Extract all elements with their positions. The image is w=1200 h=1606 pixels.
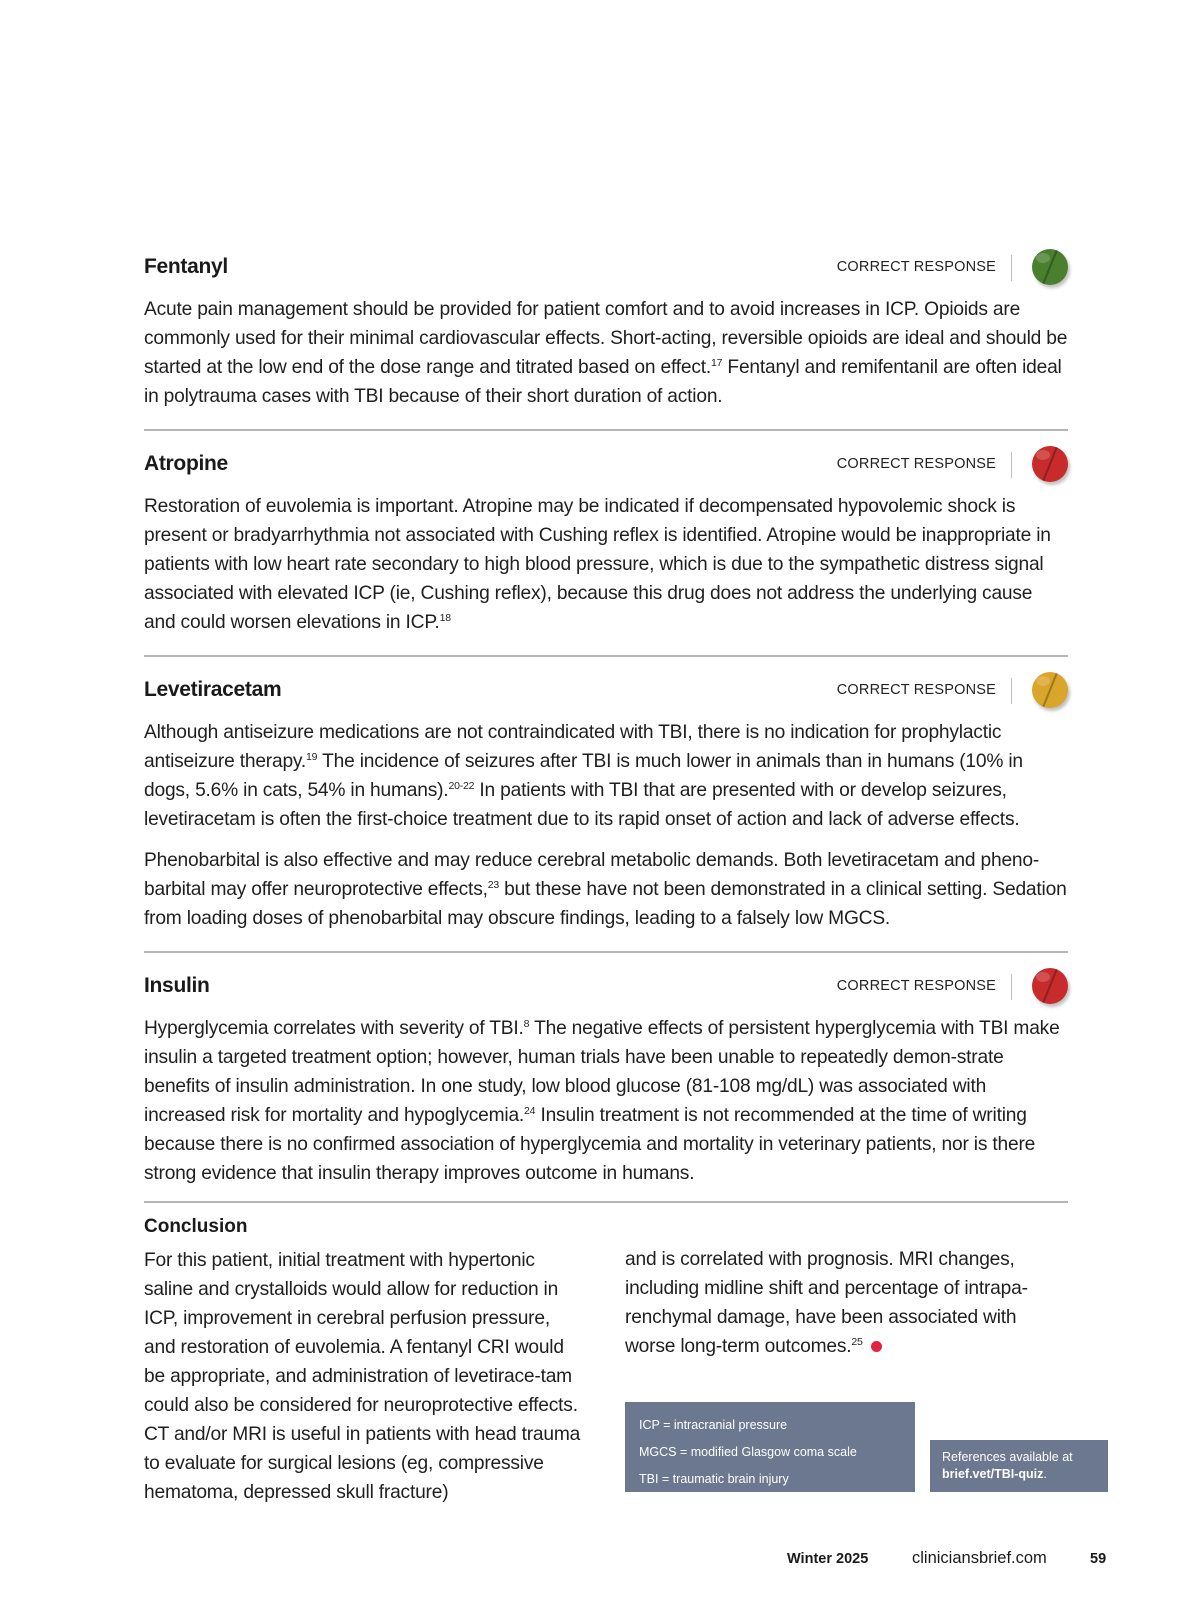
abbreviations-box [625, 1402, 915, 1492]
abbreviation-item: ICP = intracranial pressure [639, 1418, 788, 1432]
paragraph-text: The incidence of seizures after TBI is much lower in animals than in humans (10% in dogs, 5.6% in cats, 54% in humans). [144, 751, 1023, 801]
citation: 25 [851, 1336, 863, 1348]
red-pill-icon [1032, 968, 1068, 1004]
paragraph-text: Fentanyl and remifentanil are often ideal in polytrauma cases with TBI because of their short duration of action. [144, 357, 1062, 407]
section-body [144, 718, 1068, 933]
section-divider [144, 655, 1068, 657]
citation: 20-22 [448, 780, 475, 792]
section-divider [144, 1201, 1068, 1203]
drug-title: Insulin [144, 974, 210, 997]
correct-response-label: CORRECT RESPONSE [836, 456, 996, 472]
body-paragraph [144, 846, 1068, 933]
references-suffix: . [1043, 1467, 1047, 1481]
references-box [930, 1440, 1108, 1492]
drug-title: Levetiracetam [144, 678, 282, 701]
section-divider [144, 951, 1068, 953]
section-header [144, 255, 1068, 295]
drug-title: Atropine [144, 452, 228, 475]
body-paragraph [144, 1014, 1068, 1188]
paragraph-text: Restoration of euvolemia is important. Atropine may be indicated if decompensated hypovolemic shock is present or bradyarrhythmia not associated with Cushing reflex is identified. Atropine would be inappropriate in patients with low heart rate secondary to high blood pressure, which is due to the sympathetic distress signal associated with elevated ICP (ie, Cushing reflex), because this drug does not address the underlying cause and could worsen elevations in ICP. [144, 496, 1051, 633]
yellow-pill-icon [1032, 672, 1068, 708]
drug-title: Fentanyl [144, 255, 228, 278]
divider-bar [1011, 974, 1012, 1000]
paragraph-text: but these have not been demonstrated in a clinical setting. Sedation from loading doses of phenobarbital may obscure findings, leading to a falsely low MGCS. [144, 879, 1067, 929]
divider-bar [1011, 255, 1012, 281]
citation: 17 [711, 357, 723, 369]
section-atropine [144, 452, 1068, 637]
correct-response-label: CORRECT RESPONSE [836, 682, 996, 698]
paragraph-text: Insulin treatment is not recommended at the time of writing because there is no confirmed association of hyperglycemia and mortality in veterinary patients, nor is there strong evidence that insulin therapy improves outcome in humans. [144, 1105, 1036, 1184]
paragraph-text: The negative effects of persistent hyperglycemia with TBI make insulin a targeted treatment option; however, human trials have been unable to repeatedly demon-strate benefits of insulin administration. In one study, low blood glucose (81-108 mg/dL) was associated with increased risk for mortality and hypoglycemia. [144, 1018, 1060, 1126]
citation: 23 [487, 879, 499, 891]
citation: 19 [306, 751, 318, 763]
paragraph-text: Acute pain management should be provided for patient comfort and to avoid increases in ICP. Opioids are commonly used for their minimal cardiovascular effects. Short-acting, reversible opioids are ideal and should be started at the low end of the dose range and titrated based on effect. [144, 299, 1068, 378]
paragraph-text: In patients with TBI that are presented with or develop seizures, levetiracetam is often the first-choice treatment due to its rapid onset of action and lack of adverse effects. [144, 780, 1020, 830]
divider-bar [1011, 452, 1012, 478]
conclusion-title: Conclusion [144, 1216, 248, 1237]
citation: 24 [524, 1105, 536, 1117]
section-body [144, 295, 1068, 411]
correct-response-label: CORRECT RESPONSE [836, 978, 996, 994]
citation: 8 [523, 1018, 530, 1030]
conclusion-column-1: For this patient, initial treatment with hypertonic saline and crystalloids would allow for reduction in ICP, improvement in cerebral perfusion pressure, and restoration of euvolemia. A fentanyl CRI would be appropriate, and administration of levetirace-tam could also be considered for neuroprotective effects. CT and/or MRI is useful in patients with head trauma to evaluate for surgical lesions (eg, compressive hematoma, depressed skull fracture) [144, 1250, 581, 1503]
abbreviation-item: TBI = traumatic brain injury [639, 1472, 789, 1486]
section-insulin [144, 974, 1068, 1188]
footer-website[interactable]: cliniciansbrief.com [912, 1549, 1047, 1567]
conclusion-column-2 [625, 1245, 1065, 1361]
references-prefix: References available at [942, 1450, 1073, 1464]
divider-bar [1011, 678, 1012, 704]
abbreviation-item: MGCS = modified Glasgow coma scale [639, 1445, 857, 1459]
paragraph-text: Phenobarbital is also effective and may reduce cerebral metabolic demands. Both levetiracetam and pheno-barbital may offer neuroprotective effects, [144, 850, 1040, 900]
section-header [144, 678, 1068, 718]
body-paragraph [144, 718, 1068, 834]
body-paragraph [144, 492, 1068, 637]
paragraph-text: Hyperglycemia correlates with severity of TBI. [144, 1018, 524, 1039]
green-pill-icon [1032, 249, 1068, 285]
end-mark-dot-icon [871, 1341, 882, 1352]
section-body [144, 492, 1068, 637]
red-pill-icon [1032, 446, 1068, 482]
conclusion-text: and is correlated with prognosis. MRI changes, including midline shift and percentage of intrapa-renchymal damage, have been associated with worse long-term outcomes. [625, 1249, 1028, 1357]
paragraph-text: Although antiseizure medications are not contraindicated with TBI, there is no indication for prophylactic antiseizure therapy. [144, 722, 1002, 772]
body-paragraph [144, 295, 1068, 411]
page-number: 59 [1090, 1551, 1107, 1567]
correct-response-label: CORRECT RESPONSE [836, 259, 996, 275]
references-link[interactable]: brief.vet/TBI-quiz [942, 1467, 1044, 1481]
section-header [144, 452, 1068, 492]
section-body [144, 1014, 1068, 1188]
section-header [144, 974, 1068, 1014]
footer-issue: Winter 2025 [787, 1551, 869, 1567]
citation: 18 [439, 612, 451, 624]
section-fentanyl [144, 255, 1068, 411]
section-divider [144, 429, 1068, 431]
references-link-line [942, 1466, 1096, 1483]
section-levetiracetam [144, 678, 1068, 933]
